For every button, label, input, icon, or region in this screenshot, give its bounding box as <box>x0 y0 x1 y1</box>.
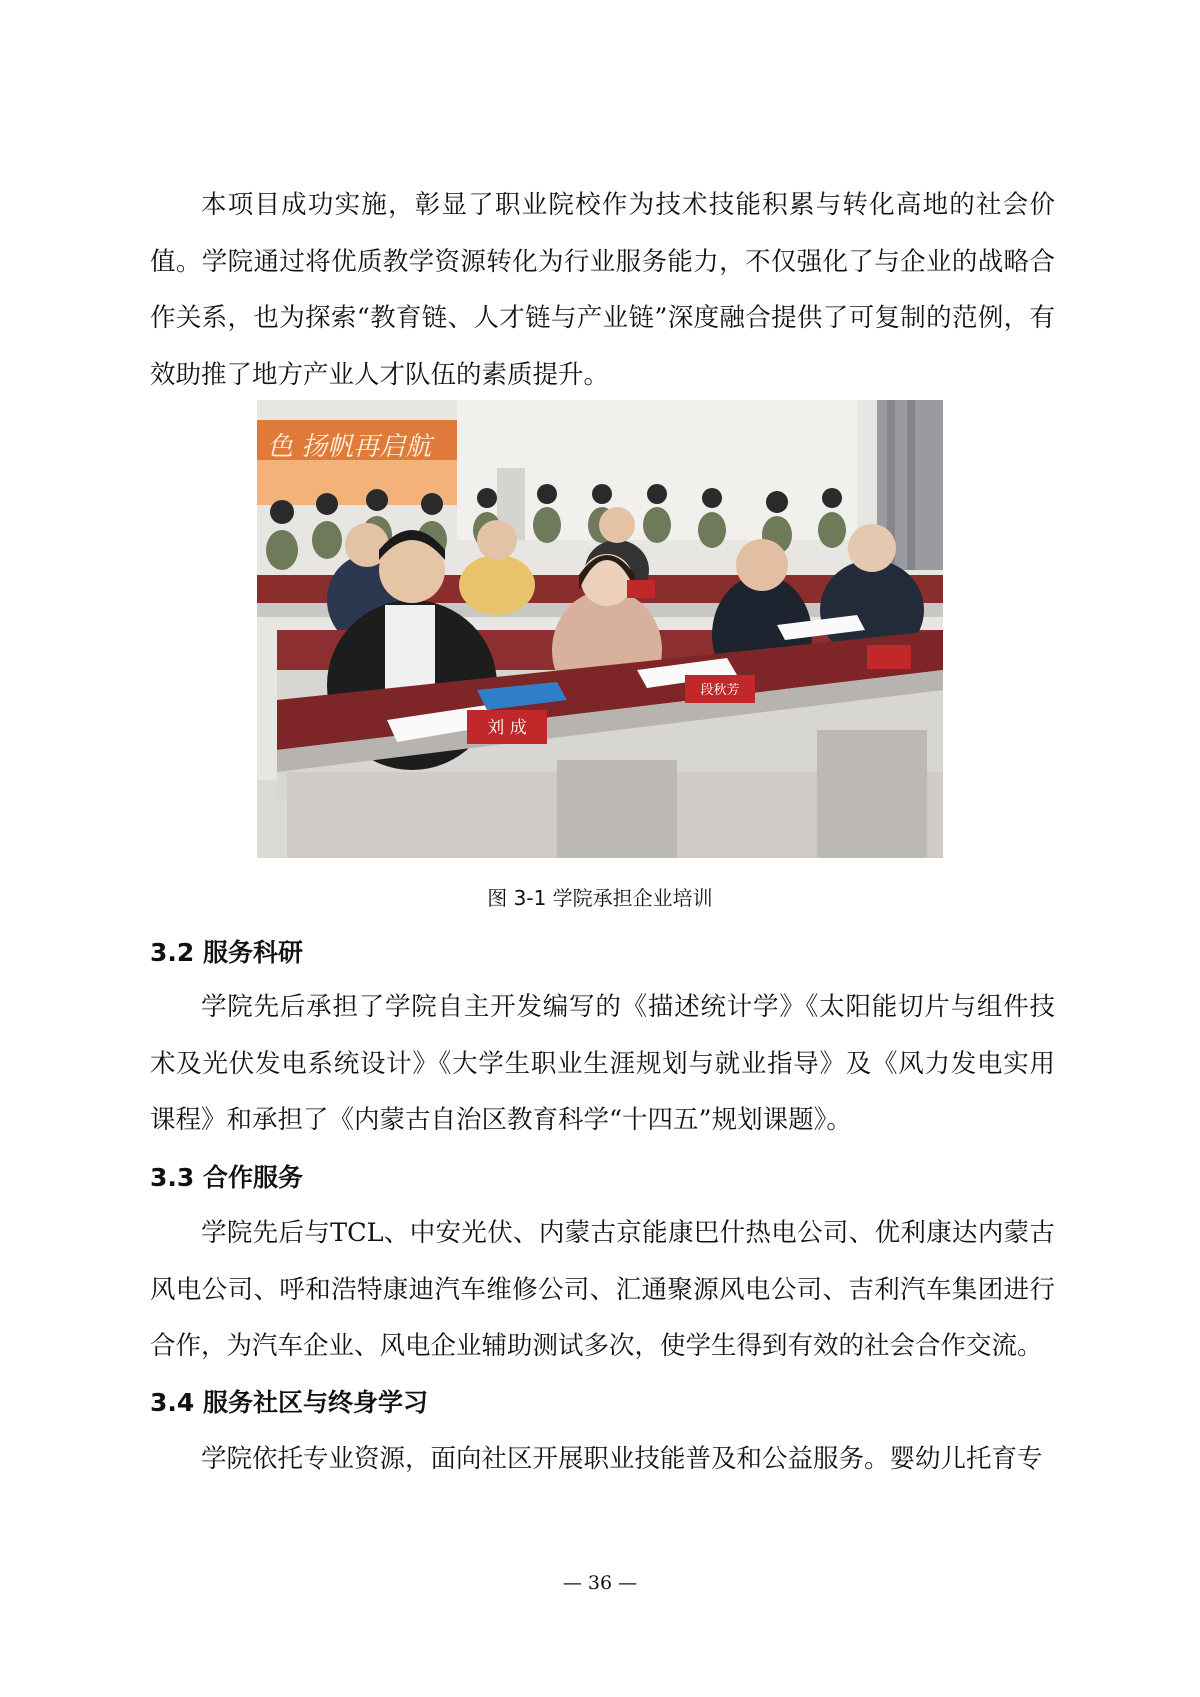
page-number: — 36 — <box>562 1572 638 1594</box>
community-paragraph: 学院依托专业资源，面向社区开展职业技能普及和公益服务。婴幼儿托育专 <box>201 1444 1043 1474</box>
banner-text: 色 扬帆再启航 <box>267 432 432 462</box>
heading-cooperation: 3.3 合作服务 <box>150 1163 303 1192</box>
nameplate-front: 刘 成 <box>487 718 527 738</box>
research-paragraph: 学院先后承担了学院自主开发编写的《描述统计学》《太阳能切片与组件技术及光伏发电系统设计》《大学生职业生涯规划与就业指导》及《风力发电实用课程》和承担了《内蒙古自治区教育科学“十四五”规划课题》。 <box>150 992 1055 1135</box>
heading-research: 3.2 服务科研 <box>150 938 303 967</box>
heading-community: 3.4 服务社区与终身学习 <box>150 1388 428 1417</box>
nameplate-middle: 段秋芳 <box>700 683 740 698</box>
training-photo <box>257 400 943 858</box>
figure-caption: 图 3-1 学院承担企业培训 <box>487 886 713 910</box>
intro-paragraph: 本项目成功实施，彰显了职业院校作为技术技能积累与转化高地的社会价值。学院通过将优质教学资源转化为行业服务能力，不仅强化了与企业的战略合作关系，也为探索“教育链、人才链与产业链”深度融合提供了可复制的范例，有效助推了地方产业人才队伍的素质提升。 <box>150 190 1055 390</box>
cooperation-paragraph: 学院先后与TCL、中安光伏、内蒙古京能康巴什热电公司、优利康达内蒙古风电公司、呼和浩特康迪汽车维修公司、汇通聚源风电公司、吉利汽车集团进行合作，为汽车企业、风电企业辅助测试多次，使学生得到有效的社会合作交流。 <box>150 1218 1055 1361</box>
